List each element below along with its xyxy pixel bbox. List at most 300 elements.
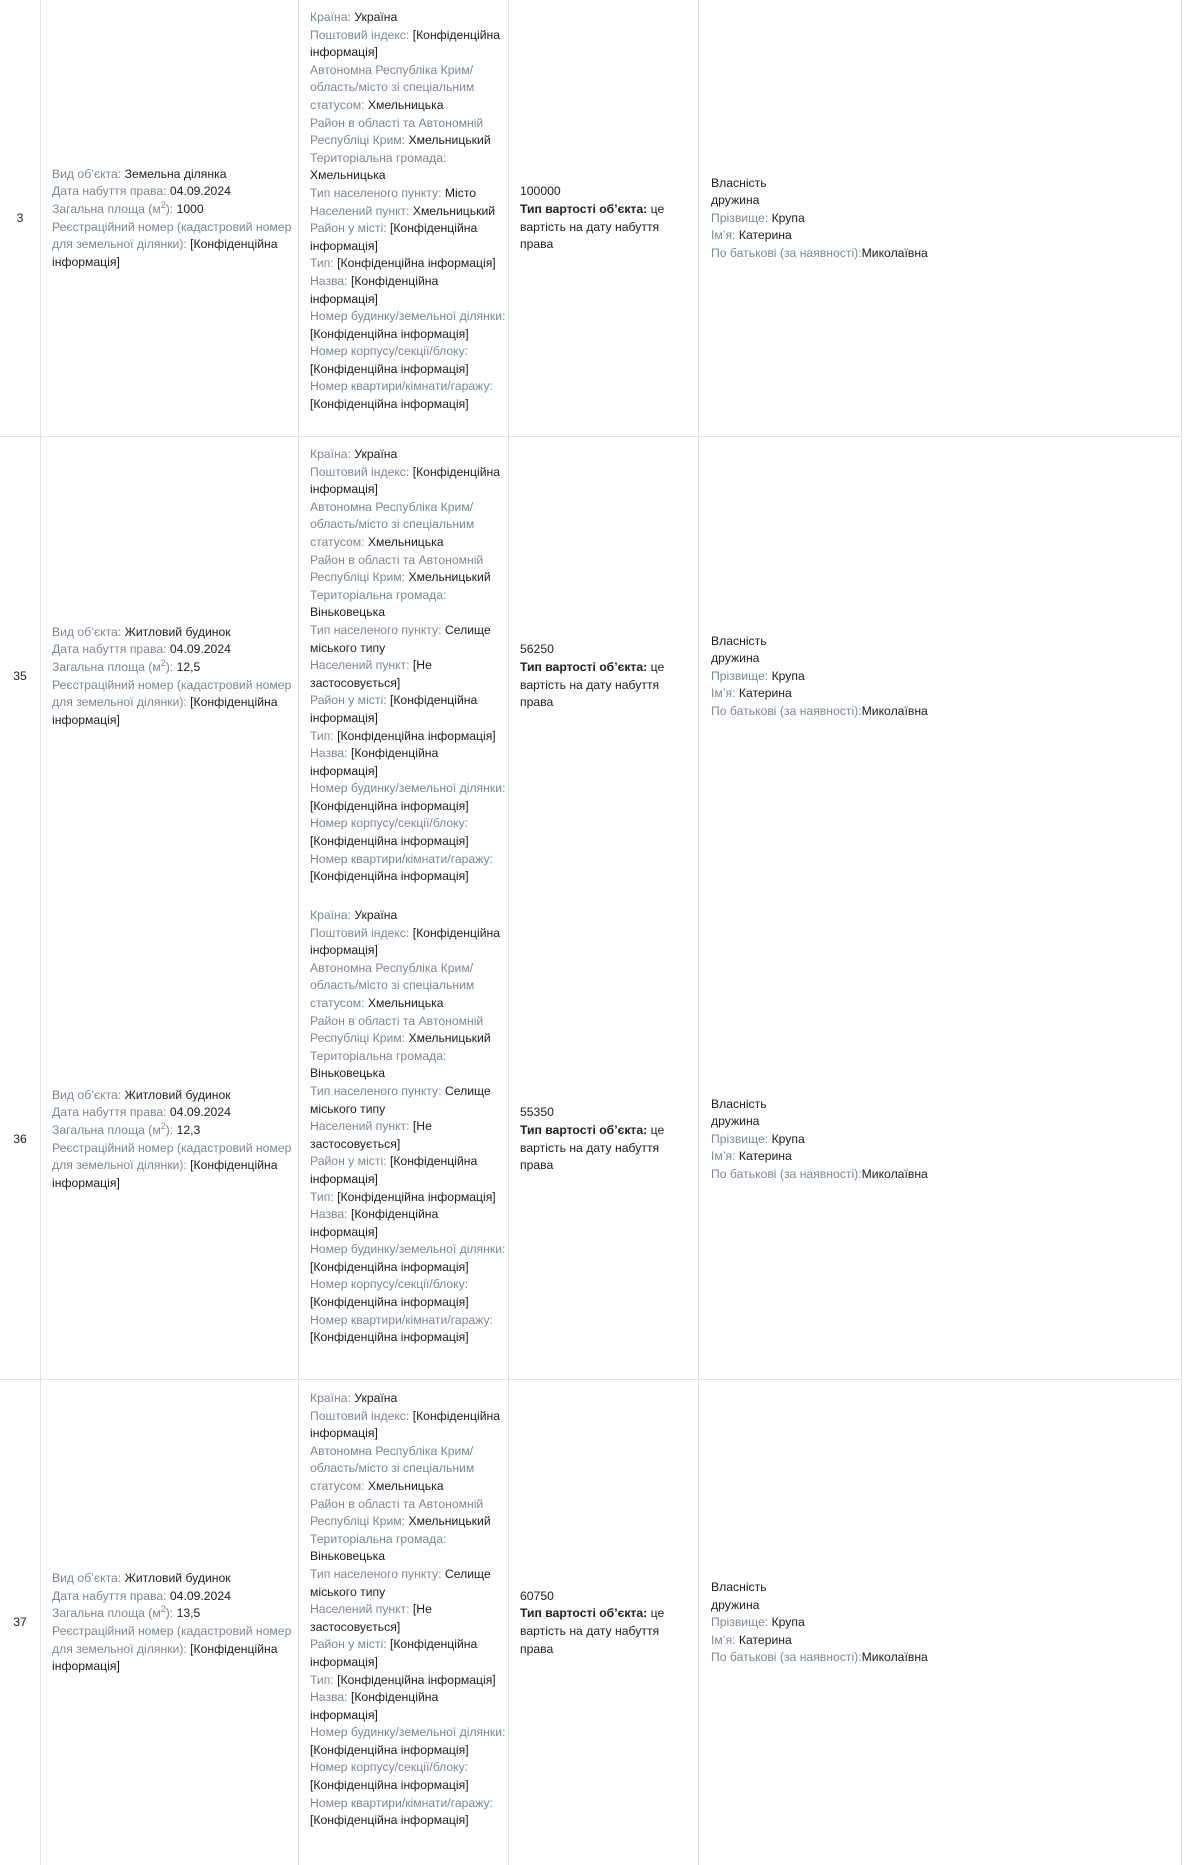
total-area-value: 12,3 [176, 1122, 201, 1137]
address-street-type-label: Тип: [310, 728, 334, 743]
address-community-label: Територіальна громада: [310, 1048, 447, 1063]
address-settlement-type-label: Тип населеного пункту: [310, 1083, 442, 1098]
address-postal-label: Поштовий індекс: [310, 925, 410, 940]
address-settlement-type [310, 622, 506, 657]
total-area-label-pre: Загальна площа (м [52, 1122, 161, 1137]
address-community-value: Віньковецька [310, 605, 385, 620]
registration-number-value: [Конфіденційна інформація] [52, 237, 278, 269]
address-postal [310, 464, 506, 499]
address-street-type-value: [Конфіденційна інформація] [337, 1672, 496, 1687]
total-area-value: 13,5 [176, 1606, 201, 1621]
total-area [52, 659, 300, 677]
value-cell [520, 898, 695, 1381]
row-number: 35 [13, 668, 27, 683]
address-region [310, 499, 506, 552]
address-apartment-label: Номер квартири/кімнати/гаражу: [310, 851, 493, 866]
address-city-district-value: [Конфіденційна інформація] [310, 693, 478, 725]
owner-surname [711, 668, 928, 686]
address-region-value: Хмельницька [367, 995, 444, 1010]
object-info-cell [52, 0, 300, 437]
value-type-text: це вартість на дату набуття права [520, 201, 665, 252]
acquisition-date-label: Дата набуття права: [52, 1588, 167, 1603]
registration-number-value: [Конфіденційна інформація] [52, 1641, 278, 1674]
object-type-value: Житловий будинок [124, 624, 231, 639]
owner-relation: дружина [711, 1114, 760, 1129]
row-number: 37 [13, 1615, 27, 1630]
owner-patronymic [711, 703, 928, 721]
owner-patronymic-value: Миколаївна [861, 1166, 928, 1181]
address-district-value: Хмельницький [408, 1031, 491, 1046]
owner-patronymic-value: Миколаївна [861, 1650, 928, 1665]
total-area [52, 1605, 300, 1623]
object-type-label: Вид об’єкта: [52, 624, 122, 639]
owner-surname [711, 1131, 928, 1149]
address-apartment-label: Номер квартири/кімнати/гаражу: [310, 379, 493, 394]
acquisition-date [52, 183, 300, 201]
table-row [0, 898, 1185, 1381]
owner-name-value: Катерина [738, 228, 792, 243]
address-district-label: Район в області та Автономній Республіці Крим: [310, 1013, 484, 1046]
address-cell [310, 0, 506, 437]
ownership-type: Власність [711, 1580, 767, 1595]
object-type-label: Вид об’єкта: [52, 1571, 122, 1586]
address-country-label: Країна: [310, 10, 351, 24]
owner-surname-label: Прізвище: [711, 210, 769, 225]
address-apartment [310, 378, 506, 413]
address-building-value: [Конфіденційна інформація] [310, 1742, 469, 1757]
object-type-label: Вид об’єкта: [52, 1087, 122, 1102]
address-community [310, 1048, 506, 1083]
acquisition-date [52, 641, 300, 659]
address-street-name [310, 1206, 506, 1241]
object-info-cell [52, 1381, 300, 1865]
address-community-label: Територіальна громада: [310, 1531, 447, 1546]
address-settlement-type [310, 1083, 506, 1118]
address-district [310, 552, 506, 587]
address-street-type-label: Тип: [310, 256, 334, 271]
registration-number-label: Реєстраційний номер (кадастровий номер для земельної ділянки): [52, 677, 292, 710]
acquisition-date-label: Дата набуття права: [52, 642, 167, 657]
address-city-district [310, 220, 506, 255]
owner-surname [711, 1614, 928, 1632]
acquisition-date-value: 04.09.2024 [169, 1105, 231, 1120]
address-settlement-label: Населений пункт: [310, 203, 410, 218]
owner-name-label: Ім’я: [711, 686, 736, 701]
acquisition-date-value: 04.09.2024 [169, 184, 231, 199]
address-district-value: Хмельницький [408, 1514, 491, 1529]
address-cell [310, 1381, 506, 1865]
total-area-label-sup: 2 [160, 657, 166, 668]
address-settlement-type-label: Тип населеного пункту: [310, 185, 442, 200]
address-building-value: [Конфіденційна інформація] [310, 326, 469, 341]
address-postal-label: Поштовий індекс: [310, 464, 410, 479]
value-cell [520, 1381, 695, 1865]
table-row [0, 1381, 1185, 1865]
total-area-label [52, 199, 174, 216]
address-district [310, 115, 506, 150]
address-settlement-value: Хмельницький [412, 203, 496, 218]
row-segment [0, 908, 1185, 1381]
registration-number-label: Реєстраційний номер (кадастровий номер для земельної ділянки): [52, 1140, 292, 1173]
address-apartment [310, 1312, 506, 1347]
address-street-type-label: Тип: [310, 1672, 334, 1687]
owner-surname-value: Крупа [771, 1131, 805, 1146]
address-community [310, 150, 506, 185]
address-region-value: Хмельницька [367, 97, 444, 112]
registration-number-value: [Конфіденційна інформація] [52, 695, 278, 727]
value-type [520, 1605, 695, 1658]
owner-surname-value: Крупа [771, 210, 805, 225]
address-community [310, 587, 506, 622]
acquisition-date-label: Дата набуття права: [52, 1105, 167, 1120]
address-city-district-value: [Конфіденційна інформація] [310, 221, 478, 253]
total-area-value: 1000 [176, 201, 204, 216]
address-region-label: Автономна Республіка Крим/ область/місто зі спеціальним статусом: [310, 1443, 475, 1493]
address-postal [310, 27, 506, 62]
address-block [310, 1276, 506, 1311]
address-district [310, 1013, 506, 1048]
address-settlement-type-label: Тип населеного пункту: [310, 622, 442, 637]
total-area-label-pre: Загальна площа (м [52, 1606, 161, 1621]
address-city-district-value: [Конфіденційна інформація] [310, 1637, 478, 1669]
address-street-name [310, 1689, 506, 1724]
address-district [310, 1496, 506, 1531]
owner-patronymic-label: По батькові (за наявності): [711, 703, 862, 718]
registration-number [52, 677, 300, 730]
value-type [520, 659, 695, 712]
address-country-label: Країна: [310, 447, 351, 461]
address-country-value: Україна [354, 1391, 398, 1405]
registration-number-value: [Конфіденційна інформація] [52, 1158, 278, 1190]
object-info-cell [52, 437, 300, 916]
total-area-label [52, 657, 174, 674]
total-area [52, 1122, 300, 1140]
address-street-type [310, 1672, 506, 1690]
value-type-label: Тип вартості об’єкта: [520, 1606, 648, 1621]
address-city-district [310, 1636, 506, 1671]
owner-name [711, 227, 928, 245]
object-type-label: Вид об’єкта: [52, 166, 122, 181]
owner-patronymic-value: Миколаївна [861, 703, 928, 718]
acquisition-date [52, 1104, 300, 1122]
address-city-district-label: Район у місті: [310, 693, 387, 708]
owner-surname-label: Прізвище: [711, 1615, 769, 1630]
address-street-name-value: [Конфіденційна інформація] [310, 273, 439, 306]
address-region-label: Автономна Республіка Крим/ область/місто зі спеціальним статусом: [310, 960, 475, 1010]
address-building-value: [Конфіденційна інформація] [310, 1259, 469, 1274]
address-community-label: Територіальна громада: [310, 150, 447, 165]
owner-cell [711, 1381, 1181, 1865]
acquisition-date [52, 1588, 300, 1606]
total-area-label-sup: 2 [160, 1604, 166, 1615]
address-settlement [310, 203, 506, 221]
address-street-name-value: [Конфіденційна інформація] [310, 746, 439, 778]
total-area-label-post: ): [165, 659, 174, 674]
address-settlement-type-value: Селище міського типу [310, 1566, 491, 1599]
total-area [52, 201, 300, 219]
owner-patronymic-value: Миколаївна [861, 245, 928, 260]
value-cell [520, 437, 695, 916]
address-apartment-label: Номер квартири/кімнати/гаражу: [310, 1312, 493, 1327]
address-block-value: [Конфіденційна інформація] [310, 1295, 469, 1310]
address-postal-value: [Конфіденційна інформація] [310, 464, 501, 497]
address-building [310, 1241, 506, 1276]
address-street-name-label: Назва: [310, 746, 348, 761]
address-postal [310, 925, 506, 960]
address-region-label: Автономна Республіка Крим/ область/місто зі спеціальним статусом: [310, 499, 475, 549]
object-type [52, 166, 300, 184]
address-region-value: Хмельницька [367, 1478, 444, 1493]
address-building [310, 780, 506, 815]
address-apartment-value: [Конфіденційна інформація] [310, 1330, 469, 1345]
address-community-value: Хмельницька [310, 168, 386, 183]
address-postal [310, 1408, 506, 1443]
address-settlement-type [310, 1566, 506, 1601]
address-region [310, 1443, 506, 1496]
owner-name-value: Катерина [738, 1149, 792, 1164]
address-settlement-label: Населений пункт: [310, 658, 410, 673]
registration-number-label: Реєстраційний номер (кадастровий номер для земельної ділянки): [52, 1624, 292, 1656]
address-block-label: Номер корпусу/секції/блоку: [310, 344, 469, 359]
total-area-value: 12,5 [176, 659, 201, 674]
object-value: 55350 [520, 1105, 554, 1120]
address-building-value: [Конфіденційна інформація] [310, 798, 469, 813]
address-community [310, 1531, 506, 1566]
object-type [52, 1570, 300, 1588]
object-type [52, 1087, 300, 1105]
owner-name [711, 685, 928, 703]
address-settlement-type [310, 185, 506, 203]
address-settlement-label: Населений пункт: [310, 1602, 410, 1617]
owner-cell [711, 437, 1181, 916]
address-city-district-label: Район у місті: [310, 221, 387, 236]
row-segment [0, 0, 1185, 437]
address-apartment-value: [Конфіденційна інформація] [310, 869, 469, 884]
value-type-label: Тип вартості об’єкта: [520, 659, 648, 674]
value-type-text: це вартість на дату набуття права [520, 1606, 665, 1656]
owner-relation: дружина [711, 1597, 760, 1612]
total-area-label-post: ): [165, 1122, 174, 1137]
ownership-type: Власність [711, 175, 767, 190]
owner-surname-value: Крупа [771, 1615, 805, 1630]
address-postal-value: [Конфіденційна інформація] [310, 27, 501, 60]
address-country-label: Країна: [310, 1391, 351, 1405]
owner-name-value: Катерина [738, 1632, 792, 1647]
address-block-value: [Конфіденційна інформація] [310, 834, 469, 849]
address-city-district-label: Район у місті: [310, 1637, 387, 1652]
value-type-text: це вартість на дату набуття права [520, 1122, 665, 1173]
owner-patronymic-label: По батькові (за наявності): [711, 1166, 862, 1181]
owner-name [711, 1632, 928, 1650]
address-apartment-label: Номер квартири/кімнати/гаражу: [310, 1795, 493, 1810]
total-area-label-sup: 2 [160, 199, 166, 210]
address-apartment-value: [Конфіденційна інформація] [310, 1813, 469, 1828]
address-country [310, 907, 506, 925]
owner-relation: дружина [711, 193, 760, 208]
address-country [310, 9, 506, 27]
address-street-type [310, 728, 506, 746]
address-settlement [310, 657, 506, 692]
address-city-district-value: [Конфіденційна інформація] [310, 1154, 478, 1186]
registration-number [52, 1140, 300, 1193]
row-number-cell [0, 437, 40, 916]
address-settlement-value: [Не застосовується] [310, 658, 432, 690]
address-block-value: [Конфіденційна інформація] [310, 361, 469, 376]
owner-surname-label: Прізвище: [711, 1131, 769, 1146]
address-cell [310, 437, 506, 916]
address-country-value: Україна [354, 10, 398, 24]
total-area-label-pre: Загальна площа (м [52, 659, 161, 674]
address-postal-value: [Конфіденційна інформація] [310, 925, 501, 958]
address-country-value: Україна [354, 447, 398, 461]
object-type-value: Земельна ділянка [124, 166, 227, 181]
value-cell [520, 0, 695, 437]
address-settlement [310, 1118, 506, 1153]
address-community-label: Територіальна громада: [310, 587, 447, 602]
address-street-name-value: [Конфіденційна інформація] [310, 1207, 439, 1239]
table-row [0, 0, 1185, 437]
address-street-name-label: Назва: [310, 1207, 348, 1222]
address-country [310, 446, 506, 464]
total-area-label-post: ): [165, 201, 174, 216]
total-area-label [52, 1606, 173, 1620]
row-number-cell [0, 0, 40, 437]
acquisition-date-value: 04.09.2024 [169, 642, 231, 657]
address-street-type-value: [Конфіденційна інформація] [337, 256, 496, 271]
address-street-type-value: [Конфіденційна інформація] [337, 1189, 496, 1204]
owner-patronymic [711, 1166, 928, 1184]
owner-patronymic [711, 1649, 928, 1667]
address-settlement-value: [Не застосовується] [310, 1602, 432, 1634]
address-block-label: Номер корпусу/секції/блоку: [310, 816, 469, 831]
address-city-district-label: Район у місті: [310, 1154, 387, 1169]
registration-number [52, 1623, 300, 1676]
total-area-label-pre: Загальна площа (м [52, 201, 161, 216]
row-number: 3 [16, 210, 24, 225]
row-divider [0, 1379, 1182, 1380]
address-building [310, 1724, 506, 1759]
ownership-type: Власність [711, 1096, 767, 1111]
object-type [52, 624, 300, 642]
row-number-cell [0, 1381, 40, 1865]
total-area-label-post: ): [165, 1606, 174, 1621]
value-type [520, 1122, 695, 1175]
address-street-type [310, 255, 506, 273]
address-community-value: Віньковецька [310, 1549, 385, 1564]
total-area-label-sup: 2 [160, 1120, 166, 1131]
address-district-label: Район в області та Автономній Республіці Крим: [310, 552, 484, 585]
address-postal-label: Поштовий індекс: [310, 1408, 410, 1423]
acquisition-date-value: 04.09.2024 [169, 1588, 231, 1603]
owner-cell [711, 898, 1181, 1381]
value-type-label: Тип вартості об’єкта: [520, 201, 648, 216]
total-area-label [52, 1120, 174, 1137]
address-block-label: Номер корпусу/секції/блоку: [310, 1760, 469, 1775]
address-settlement-type-value: Місто [444, 185, 477, 200]
object-type-value: Житловий будинок [124, 1087, 231, 1102]
object-value: 56250 [520, 642, 554, 657]
value-type-label: Тип вартості об’єкта: [520, 1122, 648, 1137]
address-district-label: Район в області та Автономній Республіці Крим: [310, 115, 484, 148]
address-country-value: Україна [354, 908, 398, 922]
address-city-district [310, 1153, 506, 1188]
address-postal-label: Поштовий індекс: [310, 27, 410, 42]
address-settlement [310, 1601, 506, 1636]
address-apartment [310, 1795, 506, 1830]
address-street-type-value: [Конфіденційна інформація] [337, 728, 496, 743]
address-building-label: Номер будинку/земельної ділянки: [310, 1725, 506, 1740]
address-settlement-type-value: Селище міського типу [310, 1083, 491, 1116]
address-district-value: Хмельницький [408, 570, 491, 585]
owner-name [711, 1148, 928, 1166]
address-block-label: Номер корпусу/секції/блоку: [310, 1277, 469, 1292]
address-region-value: Хмельницька [367, 534, 444, 549]
address-settlement-type-value: Селище міського типу [310, 622, 491, 655]
owner-surname-label: Прізвище: [711, 668, 769, 683]
owner-patronymic-label: По батькові (за наявності): [711, 1650, 862, 1665]
address-street-name [310, 745, 506, 780]
owner-cell [711, 0, 1181, 437]
address-apartment-value: [Конфіденційна інформація] [310, 397, 469, 412]
address-settlement-type-label: Тип населеного пункту: [310, 1566, 442, 1581]
acquisition-date-label: Дата набуття права: [52, 184, 167, 199]
owner-surname-value: Крупа [771, 668, 805, 683]
address-street-name-value: [Конфіденційна інформація] [310, 1690, 439, 1722]
table-row [0, 437, 1185, 916]
row-segment [0, 437, 1185, 916]
address-building-label: Номер будинку/земельної ділянки: [310, 781, 506, 796]
object-value: 60750 [520, 1588, 554, 1603]
row-number: 36 [13, 1131, 27, 1146]
owner-patronymic-label: По батькові (за наявності): [711, 245, 862, 260]
owner-surname [711, 210, 928, 228]
address-street-type-label: Тип: [310, 1189, 334, 1204]
address-district-value: Хмельницький [408, 133, 491, 148]
address-cell [310, 898, 506, 1381]
owner-relation: дружина [711, 651, 760, 666]
value-type [520, 201, 695, 254]
address-settlement-label: Населений пункт: [310, 1119, 410, 1134]
address-apartment [310, 851, 506, 886]
address-street-type [310, 1189, 506, 1207]
owner-name-label: Ім’я: [711, 1149, 736, 1164]
address-community-value: Віньковецька [310, 1066, 385, 1081]
owner-name-value: Катерина [738, 686, 792, 701]
address-street-name-label: Назва: [310, 273, 348, 288]
address-country [310, 1390, 506, 1408]
address-block [310, 815, 506, 850]
registration-number [52, 219, 300, 272]
address-block-value: [Конфіденційна інформація] [310, 1778, 469, 1793]
address-building-label: Номер будинку/земельної ділянки: [310, 309, 506, 324]
object-value: 100000 [520, 184, 561, 199]
object-info-cell [52, 898, 300, 1381]
owner-name-label: Ім’я: [711, 228, 736, 243]
address-street-name-label: Назва: [310, 1690, 348, 1705]
address-postal-value: [Конфіденційна інформація] [310, 1408, 501, 1441]
object-type-value: Житловий будинок [124, 1571, 231, 1586]
address-building-label: Номер будинку/земельної ділянки: [310, 1242, 506, 1257]
row-number-cell [0, 898, 40, 1381]
value-type-text: це вартість на дату набуття права [520, 659, 665, 710]
address-building [310, 308, 506, 343]
owner-name-label: Ім’я: [711, 1632, 736, 1647]
address-settlement-value: [Не застосовується] [310, 1119, 432, 1151]
owner-patronymic [711, 245, 928, 263]
address-street-name [310, 273, 506, 308]
address-district-label: Район в області та Автономній Республіці Крим: [310, 1496, 484, 1529]
address-region-label: Автономна Республіка Крим/ область/місто зі спеціальним статусом: [310, 62, 475, 112]
